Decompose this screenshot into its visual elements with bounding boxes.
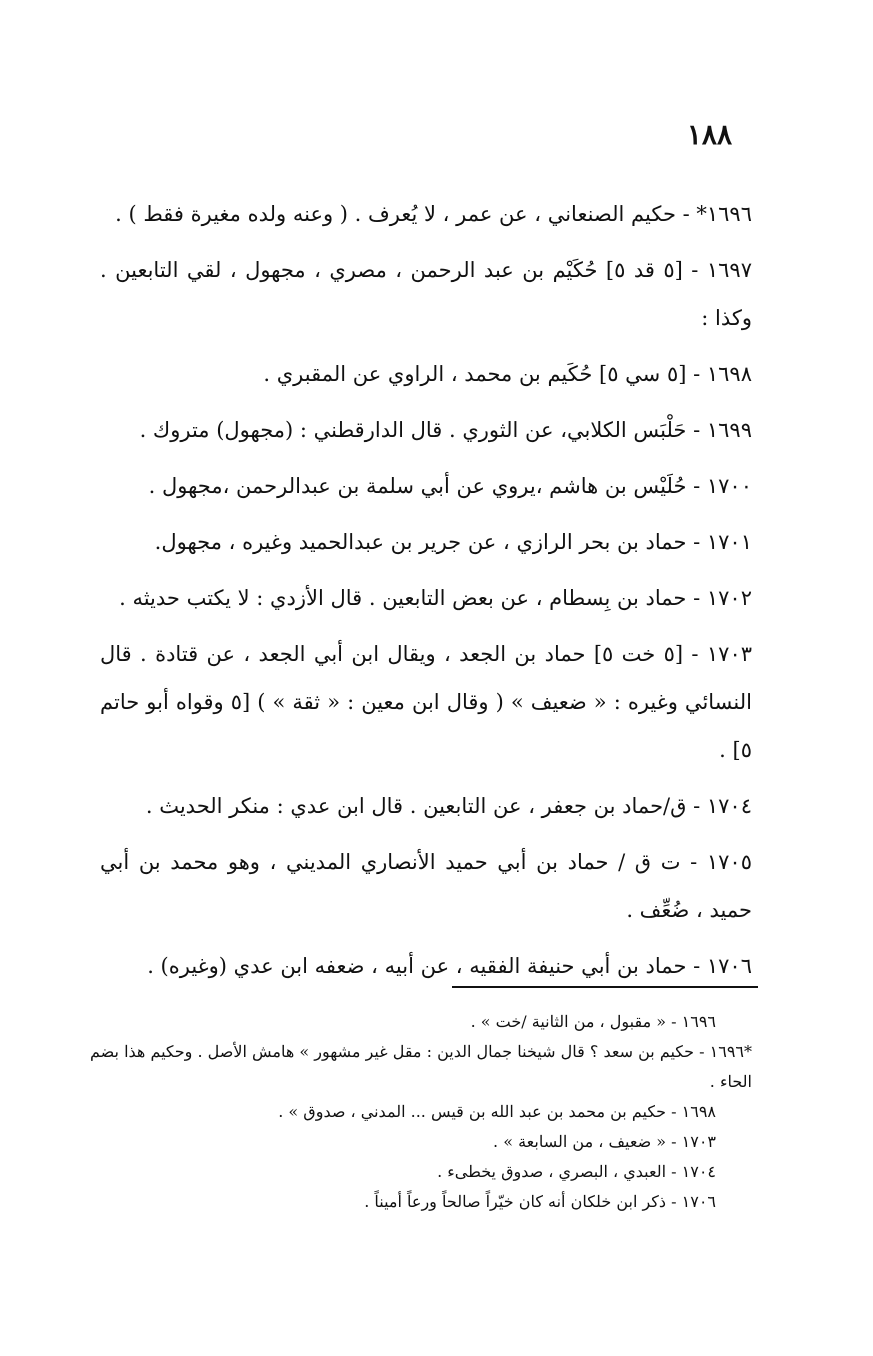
footnote-1704: ١٧٠٤ - العبدي ، البصري ، صدوق يخطىء . — [437, 1162, 716, 1181]
entry-1696: ١٦٩٦* - حكيم الصنعاني ، عن عمر ، لا يُعرف . ( وعنه ولده مغيرة فقط ) . — [115, 202, 752, 226]
entries-list — [100, 190, 752, 998]
footnotes-list — [90, 1007, 752, 1217]
footnote-divider — [452, 986, 758, 988]
entry-1706: ١٧٠٦ - حماد بن أبي حنيفة الفقيه ، عن أبيه ، ضعفه ابن عدي (وغيره) . — [147, 954, 752, 978]
entry-1700: ١٧٠٠ - حُلَيْس بن هاشم ،يروي عن أبي سلمة بن عبدالرحمن ،مجهول . — [148, 474, 752, 498]
footnote-1698: ١٦٩٨ - حكيم بن محمد بن عبد الله بن قيس ... المدني ، صدوق » . — [278, 1102, 716, 1121]
entry-1699: ١٦٩٩ - حَلْبَس الكلابي، عن الثوري . قال الدارقطني : (مجهول) متروك . — [139, 418, 752, 442]
entry-1698: ١٦٩٨ - [٥ سي ٥] حُكَيم بن محمد ، الراوي عن المقبري . — [263, 362, 752, 386]
entry-1701: ١٧٠١ - حماد بن بحر الرازي ، عن جرير بن عبدالحميد وغيره ، مجهول. — [154, 530, 752, 554]
entry-1704: ١٧٠٤ - ق/حماد بن جعفر ، عن التابعين . قال ابن عدي : منكر الحديث . — [145, 794, 752, 818]
footnote-1703: ١٧٠٣ - « ضعيف ، من السابعة » . — [493, 1132, 716, 1151]
footnote-1696-star: *١٦٩٦ - حكيم بن سعد ؟ قال شيخنا جمال الدين : مقل غير مشهور » هامش الأصل . وحكيم هذا بضم الحاء . — [90, 1042, 752, 1091]
footnote-1696: ١٦٩٦ - « مقبول ، من الثانية /خت » . — [470, 1012, 716, 1031]
entry-1705: ١٧٠٥ - ت ق / حماد بن أبي حميد الأنصاري المديني ، وهو محمد بن أبي حميد ، ضُعِّف . — [100, 850, 752, 922]
footnote-1706: ١٧٠٦ - ذكر ابن خلكان أنه كان خيّراً صالحاً ورعاً أميناً . — [364, 1192, 716, 1211]
entry-1703: ١٧٠٣ - [٥ خت ٥] حماد بن الجعد ، ويقال ابن أبي الجعد ، عن قتادة . قال النسائي وغيره : « ضعيف » ( وقال ابن معين : « ثقة » ) [٥ وقواه أبو حاتم ٥] . — [100, 642, 753, 762]
entry-1702: ١٧٠٢ - حماد بن بِسطام ، عن بعض التابعين . قال الأزدي : لا يكتب حديثه . — [119, 586, 752, 610]
entry-1697: ١٦٩٧ - [٥ قد ٥] حُكَيْم بن عبد الرحمن ، مصري ، مجهول ، لقي التابعين . وكذا : — [100, 258, 752, 330]
page-number: ١٨٨ — [686, 118, 732, 151]
